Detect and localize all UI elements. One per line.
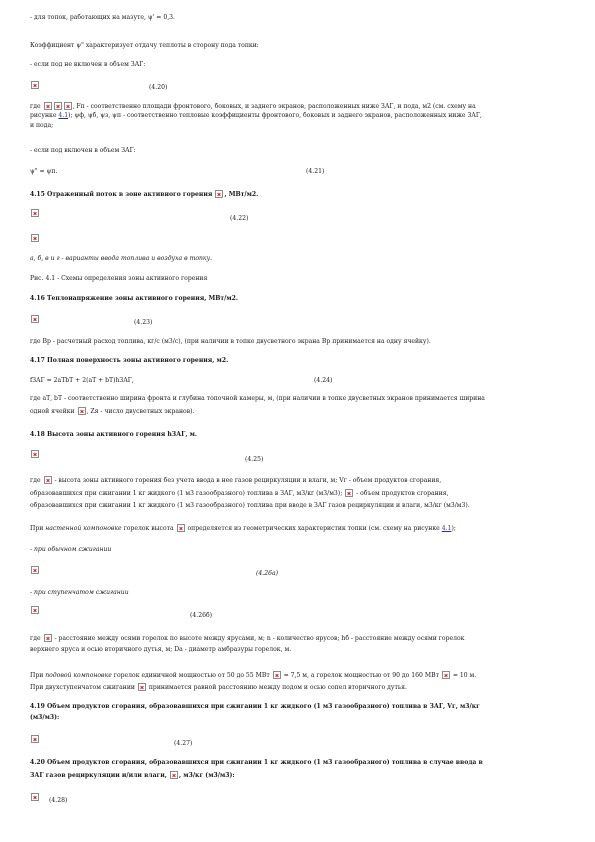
text-line: ψ" = ψп.	[30, 168, 58, 175]
text-line	[30, 524, 456, 533]
text-fragment: настенной компоновке	[45, 525, 122, 532]
text-line	[30, 671, 476, 680]
equation-number: (4.26а)	[256, 570, 278, 577]
text-fragment: горелок единичной мощностью от 50 до 55 МВт	[113, 672, 270, 679]
text-fragment: определяется из геометрических характеристик топки (см. схему на рисунке	[187, 525, 440, 532]
section-heading: 4.20 Объем продуктов сгорания, образовавшихся при сжигании 1 кг жидкого (1 м3 газообразного) топлива в случае ввода в	[30, 759, 483, 766]
text-line	[30, 476, 441, 485]
text-fragment: = 10 м.	[452, 672, 477, 679]
text-fragment: );	[451, 525, 456, 532]
equation-number: (4.23)	[134, 319, 153, 326]
text-fragment: При	[30, 672, 44, 679]
text-line: - при обычном сжигании	[30, 546, 112, 553]
text-fragment: где	[30, 103, 41, 110]
text-line	[30, 407, 194, 416]
broken-image-icon	[31, 735, 39, 743]
figure-link[interactable]: 4.1	[441, 525, 452, 532]
figure-caption: а, б, в и г - варианты ввода топлива и воздуха в топку.	[30, 255, 213, 262]
text-line: где аТ, bТ - соответственно ширина фронта и глубина топочной камеры, м, (при наличии в топке двусветных экранов принимается ширина	[30, 395, 485, 402]
broken-image-icon	[54, 102, 62, 110]
text-line: - если под не включен в объем ЗАГ:	[30, 61, 146, 68]
text-line	[30, 634, 464, 643]
broken-image-icon	[31, 209, 39, 217]
equation-number: (4.24)	[314, 377, 333, 384]
broken-image-icon	[31, 234, 39, 242]
text-fragment: горелок высота	[123, 525, 174, 532]
text-line: - если под включен в объем ЗАГ:	[30, 147, 136, 154]
text-fragment: При	[30, 525, 44, 532]
text-fragment: принимается равной расстоянию между подом и осью сопел вторичного дутья.	[148, 684, 407, 691]
broken-image-icon	[31, 793, 39, 801]
broken-image-icon	[177, 524, 185, 532]
section-heading: 4.18 Высота зоны активного горения hЗАГ, м.	[30, 431, 198, 438]
section-heading: 4.17 Полная поверхность зоны активного горения, м2.	[30, 357, 229, 364]
text-line: образовавшихся при сжигании 1 кг жидкого (1 м3 газообразного) топлива при вводе в ЗАГ газов рециркуляции и влаги, м3/кг (м3/м3).	[30, 502, 470, 509]
text-fragment: - высота зоны активного горения без учета ввода в нее газов рециркуляции и влаги, м; Vг - объем продуктов сгорания,	[54, 477, 442, 484]
figure-link[interactable]: 4.1	[58, 112, 69, 119]
text-fragment: где	[30, 477, 41, 484]
text-fragment: рисунке	[30, 112, 57, 119]
text-line: Коэффициент ψ" характеризует отдачу теплоты в сторону пода топки:	[30, 42, 259, 49]
text-fragment: образовавшихся при сжигании 1 кг жидкого (1 м3 газообразного) топлива в ЗАГ, м3/кг (м3/м3);	[30, 490, 343, 497]
equation-number: (4.25)	[245, 456, 264, 463]
equation-number: (4.22)	[230, 215, 249, 222]
text-fragment: При двухступенчатом сжигании	[30, 684, 135, 691]
broken-image-icon	[31, 450, 39, 458]
figure-title: Рис. 4.1 - Схемы определения зоны активного горения	[30, 275, 208, 282]
text-line: - при ступенчатом сжигании	[30, 589, 129, 596]
broken-image-icon	[31, 81, 39, 89]
equation-number: (4.26б)	[190, 612, 212, 619]
section-heading: 4.16 Теплонапряжение зоны активного горения, МВт/м2.	[30, 295, 239, 302]
broken-image-icon	[44, 634, 52, 642]
section-heading	[30, 771, 235, 780]
text-fragment: ЗАГ газов рециркуляции и/или влаги,	[30, 772, 167, 779]
equation-number: (4.21)	[306, 168, 325, 175]
equation-number: (4.20)	[149, 84, 168, 91]
section-heading	[30, 190, 258, 199]
equation-number: (4.27)	[174, 740, 193, 747]
text-fragment: , Zя - число двусветных экранов).	[86, 408, 195, 415]
broken-image-icon	[44, 102, 52, 110]
broken-image-icon	[170, 771, 178, 779]
broken-image-icon	[44, 476, 52, 484]
text-fragment: подовой компоновке	[45, 672, 112, 679]
equation-number: (4.28)	[49, 797, 68, 804]
text-fragment: = 7,5 м, а горелок мощностью от 90 до 160 МВт	[283, 672, 439, 679]
broken-image-icon	[138, 683, 146, 691]
formula-line: fЗАГ = 2aТbТ + 2(aТ + bТ)hЗАГ,	[30, 377, 134, 384]
broken-image-icon	[442, 671, 450, 679]
text-line	[30, 683, 407, 692]
text-fragment: одной ячейки	[30, 408, 75, 415]
broken-image-icon	[64, 102, 72, 110]
section-heading: (м3/м3):	[30, 714, 60, 721]
text-line	[30, 112, 482, 120]
broken-image-icon	[345, 489, 353, 497]
text-line	[30, 102, 476, 111]
section-heading: 4.19 Объем продуктов сгорания, образовавшихся при сжигании 1 кг жидкого (1 м3 газообразного) топлива в ЗАГ, Vг, м3/кг	[30, 703, 480, 710]
text-line: где Вр - расчетный расход топлива, кг/с (м3/с), (при наличии в топке двусветного экрана Вр принимается на одну ячейку).	[30, 338, 431, 345]
text-fragment: , Fп - соответственно площади фронтового, боковых, и заднего экранов, расположенных ниже ЗАГ, и пода, м2 (см. схему на	[72, 103, 476, 110]
text-fragment: , МВт/м2.	[224, 191, 259, 198]
text-fragment: ); ψф, ψб, ψз, ψп - соответственно тепловые коэффициенты фронтового, боковых и заднего экранов, расположенных ниже ЗАГ,	[68, 112, 482, 119]
text-line: и пода;	[30, 122, 54, 129]
text-line: верхнего яруса и осью вторичного дутья, м; Dа - диаметр амбразуры горелок, м.	[30, 646, 292, 653]
text-line: - для топок, работающих на мазуте, ψ' = 0,3.	[30, 14, 175, 21]
broken-image-icon	[31, 315, 39, 323]
text-fragment: , м3/кг (м3/м3):	[179, 772, 235, 779]
text-fragment: где	[30, 635, 41, 642]
text-line	[30, 489, 449, 498]
text-fragment: - объем продуктов сгорания,	[356, 490, 449, 497]
broken-image-icon	[78, 407, 86, 415]
broken-image-icon	[215, 190, 223, 198]
text-fragment: - расстояние между осями горелок по высоте между ярусами, м; n - количество ярусов; hб - расстояние между осями горелок	[54, 635, 465, 642]
text-fragment: 4.15 Отраженный поток в зоне активного горения	[30, 191, 213, 198]
broken-image-icon	[273, 671, 281, 679]
broken-image-icon	[31, 566, 39, 574]
broken-image-icon	[31, 606, 39, 614]
